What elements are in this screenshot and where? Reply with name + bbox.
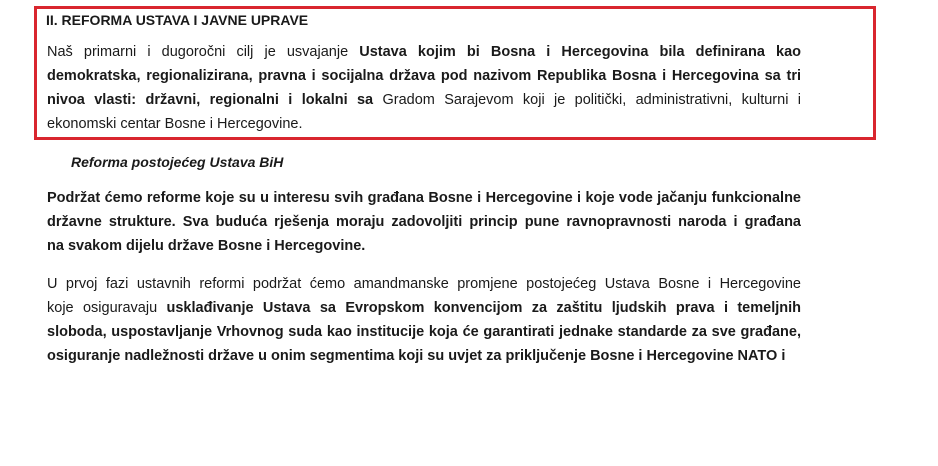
reform-paragraph-2 — [47, 272, 801, 368]
bold-text: na svakom dijelu države Bosne i Hercegovine. — [47, 238, 366, 254]
bold-text: državne strukture. Sva buduća rješenja moraju zadovoljiti princip pune ravnopravnosti naroda i građana — [47, 214, 801, 230]
regular-text: Gradom Sarajevom koji je politički, administrativni, kulturni i — [382, 92, 801, 108]
bold-text: Ustava kojim bi Bosna i Hercegovina bila definirana kao — [359, 44, 801, 60]
bold-text: demokratska, regionalizirana, pravna i socijalna država pod nazivom Republika Bosna i Hercegovina sa tri — [47, 68, 801, 84]
regular-text: ekonomski centar Bosne i Hercegovine. — [47, 116, 303, 132]
text-line — [47, 112, 801, 136]
bold-text: usklađivanje Ustava sa Evropskom konvencijom za zaštitu ljudskih prava i temeljnih — [166, 300, 801, 316]
reform-paragraph-1 — [47, 186, 801, 258]
bold-text: nivoa vlasti: državni, regionalni i lokalni sa — [47, 92, 374, 108]
bold-text: sloboda, uspostavljanje Vrhovnog suda kao institucije koja će garantirati jednake standarde za sve građane, — [47, 324, 801, 340]
text-line — [47, 320, 801, 344]
text-line — [47, 186, 801, 210]
text-line — [47, 210, 801, 234]
text-line — [47, 272, 801, 296]
subsection-heading: Reforma postojećeg Ustava BiH — [71, 154, 284, 170]
regular-text: koje osiguravaju — [47, 300, 158, 316]
regular-text: U prvoj fazi ustavnih reformi podržat ćemo amandmanske promjene postojećeg Ustava Bosne i Hercegovine — [47, 276, 801, 292]
intro-paragraph — [47, 40, 801, 136]
text-line — [47, 296, 801, 320]
section-heading: II. REFORMA USTAVA I JAVNE UPRAVE — [46, 12, 309, 28]
bold-text: osiguranje nadležnosti države u onim segmentima koji su uvjet za priključenje Bosne i Hercegovine NATO i — [47, 348, 786, 364]
text-line — [47, 234, 801, 258]
text-line — [47, 40, 801, 64]
text-line — [47, 64, 801, 88]
text-line — [47, 344, 801, 368]
text-line — [47, 88, 801, 112]
regular-text: Naš primarni i dugoročni cilj je usvajanje — [47, 44, 349, 60]
bold-text: Podržat ćemo reforme koje su u interesu svih građana Bosne i Hercegovine i koje vode jačanju funkcionalne — [47, 190, 801, 206]
